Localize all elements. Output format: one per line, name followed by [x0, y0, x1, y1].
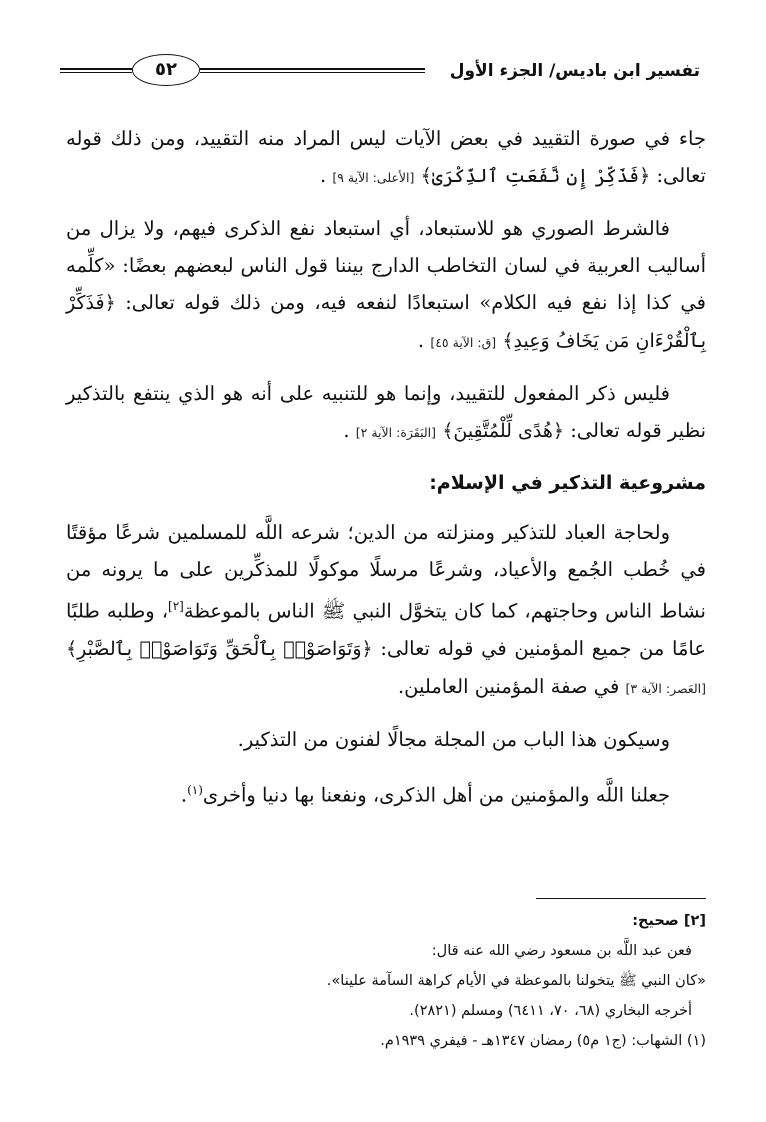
- paragraph-end: .: [180, 783, 188, 806]
- paragraph-end: .: [343, 419, 356, 442]
- footnote-2-hadith: «كان النبي ﷺ يتخولنا بالموعظة في الأيام كراهة السآمة علينا».: [326, 973, 706, 989]
- footnote-ref: (١): [187, 782, 203, 797]
- quran-verse: ﴿هُدًى لِّلْمُتَّقِينَ﴾: [442, 420, 564, 442]
- paragraph-6-text: جعلنا اللَّه والمؤمنين من أهل الذكرى، ونفعنا بها دنيا وأخرى: [202, 783, 670, 806]
- paragraph-4: [66, 514, 706, 707]
- running-title: تفسير ابن باديس/ الجزء الأول: [449, 61, 700, 81]
- paragraph-1: [66, 120, 706, 196]
- paragraph-5: وسيكون هذا الباب من المجلة مجالًا لفنون من التذكير.: [237, 727, 670, 751]
- paragraph-2: [66, 210, 706, 361]
- page-number-badge: ٥٢: [132, 54, 200, 86]
- footnote-1: (١) الشهاب: (ج١ م٥) رمضان ١٣٤٧هـ - فيفري ١٩٣٩م.: [380, 1033, 706, 1049]
- footnote-separator: [536, 898, 706, 899]
- paragraph-4-text: ولحاجة العباد للتذكير ومنزلته من الدين؛ شرعه اللَّه للمسلمين شرعًا مؤقتًا في خُطب الجُمع والأعياد، وشرعًا مرسلًا موكولًا للمذكِّرين على ما يرونه من نشاط الناس وحاجتهم، كما كان يتخوَّل النبي ﷺ الناس بالموعظة: [66, 521, 706, 623]
- verse-reference: [البَقَرَة: الآية ٢]: [355, 425, 437, 440]
- paragraph-2-text: فالشرط الصوري هو للاستبعاد، أي استبعاد نفع الذكرى فيهم، ولا يزال من أساليب العربية في لسان التخاطب الدارج بيننا قول الناس لبعضهم بعضًا: «كلِّمه في كذا إذا نفع فيه الكلام» استبعادًا لنفعه فيه، ومن ذلك قوله تعالى:: [66, 217, 706, 314]
- paragraph-3: [66, 375, 706, 451]
- verse-reference: [الأعلى: الآية ٩]: [332, 170, 415, 185]
- paragraph-end: في صفة المؤمنين العاملين.: [397, 674, 626, 698]
- verse-reference: [ق: الآية ٤٥]: [430, 335, 497, 350]
- footnote-ref: [٢]: [168, 599, 184, 613]
- paragraph-1-text: جاء في صورة التقييد في بعض الآيات ليس المراد منه التقييد، ومن ذلك قوله تعالى:: [66, 127, 706, 187]
- paragraph-6: [66, 772, 706, 814]
- header-rule-right: [200, 68, 425, 73]
- page-header: [60, 54, 700, 94]
- footnotes: [66, 906, 706, 1056]
- footnote-2-label: [٢] صحيح:: [632, 913, 706, 929]
- quran-verse: ﴿فَذَكِّرْ بِٱلْقُرْءَانِ مَن يَخَافُ وَعِيدِ﴾: [66, 292, 706, 352]
- paragraph-4-text-2: ، وطلبه طلبًا عامًا من جميع المؤمنين في قوله تعالى:: [66, 599, 706, 660]
- verse-reference: [العَصر: الآية ٣]: [625, 680, 706, 696]
- footnote-2-source: أخرجه البخاري (٦٨، ٧٠، ٦٤١١) ومسلم (٢٨٢١).: [409, 1003, 692, 1019]
- quran-verse: ﴿وَتَوَاصَوْا۟ بِٱلْحَقِّ وَتَوَاصَوْا۟ بِٱلصَّبْرِ﴾: [66, 637, 373, 660]
- quran-verse: ﴿فَذَكِّرْ إِن نَّفَعَتِ ٱلذِّكْرَىٰ﴾: [420, 165, 651, 187]
- header-rule-left: [60, 68, 132, 73]
- paragraph-3-text: فليس ذكر المفعول للتقييد، وإنما هو للتنبيه على أنه هو الذي ينتفع بالتذكير نظير قوله تعالى:: [66, 382, 706, 442]
- section-heading: مشروعية التذكير في الإسلام:: [429, 472, 706, 494]
- paragraph-end: .: [417, 329, 431, 352]
- paragraph-end: .: [319, 164, 333, 187]
- main-text: [66, 120, 706, 827]
- footnote-2-line: فعن عبد اللَّه بن مسعود رضي الله عنه قال:: [431, 943, 692, 959]
